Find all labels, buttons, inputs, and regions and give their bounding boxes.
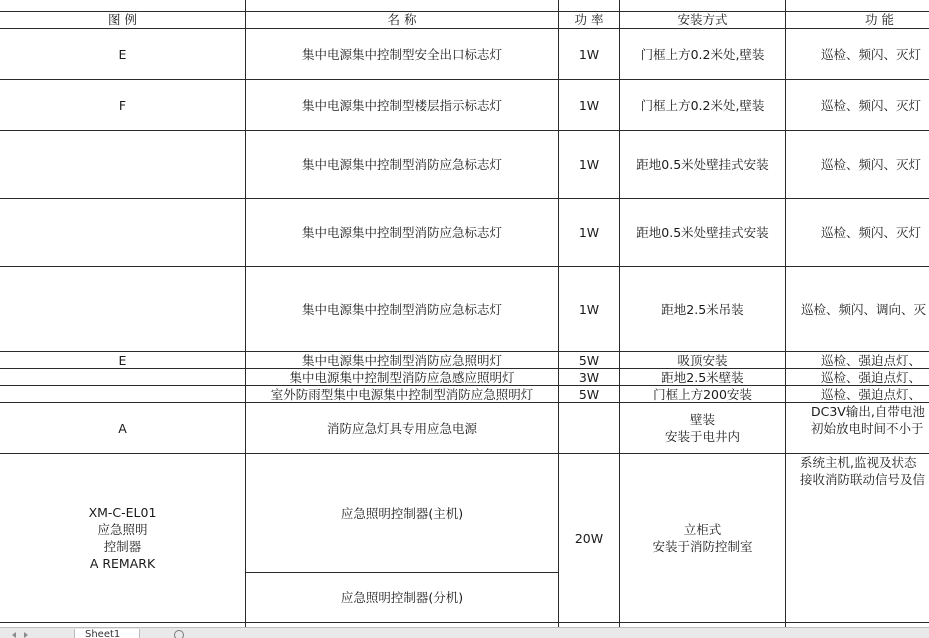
cell-name[interactable]: [246, 199, 558, 266]
install-text: 距地2.5米吊装: [661, 301, 744, 317]
cell-install[interactable]: [620, 369, 785, 385]
header-legend[interactable]: [0, 12, 245, 28]
header-name[interactable]: [246, 12, 558, 28]
cell-function[interactable]: [786, 386, 929, 402]
cell-function[interactable]: [786, 369, 929, 385]
cell-power[interactable]: [559, 29, 619, 79]
cell-legend[interactable]: [0, 29, 245, 79]
grid-line: [0, 622, 929, 623]
cell-legend[interactable]: [0, 403, 245, 453]
legend-line: XM-C-EL01: [88, 505, 157, 520]
cell-name[interactable]: [246, 403, 558, 453]
header-function[interactable]: [786, 12, 929, 28]
legend-text: A: [118, 420, 127, 436]
function-line: DC3V输出,自带电池: [811, 404, 925, 419]
cell-function[interactable]: [786, 352, 929, 368]
power-text: 1W: [578, 225, 600, 240]
function-text: 巡检、频闪、灭灯: [821, 157, 922, 172]
install-text: 门框上方0.2米处,壁装: [640, 97, 765, 113]
cell-install[interactable]: [620, 267, 785, 351]
cell-legend[interactable]: [0, 386, 245, 402]
cell-function[interactable]: [786, 131, 929, 198]
function-line: 初始放电时间不小于: [811, 421, 924, 436]
install-line: 安装于电井内: [664, 429, 740, 444]
cell-function[interactable]: [786, 80, 929, 130]
install-line: 安装于消防控制室: [652, 539, 753, 554]
cell-power[interactable]: [559, 131, 619, 198]
cell-name[interactable]: [246, 80, 558, 130]
function-text: 巡检、频闪、灭灯: [821, 225, 922, 240]
name-text: 集中电源集中控制型消防应急感应照明灯: [289, 369, 515, 385]
cell-power[interactable]: [559, 369, 619, 385]
cell-name[interactable]: [246, 386, 558, 402]
power-text: 5W: [578, 352, 600, 368]
name-text: 集中电源集中控制型消防应急标志灯: [301, 157, 502, 172]
install-text: 吸顶安装: [677, 352, 728, 368]
tab-scroll-left-icon[interactable]: [12, 632, 16, 638]
legend-text: E: [118, 46, 127, 62]
name-text: 应急照明控制器(主机): [340, 505, 464, 521]
cell-function[interactable]: [786, 267, 929, 351]
name-text: 集中电源集中控制型安全出口标志灯: [301, 46, 502, 62]
cell-name[interactable]: [246, 267, 558, 351]
power-text: 1W: [578, 301, 600, 317]
header-legend-label: 图 例: [108, 12, 137, 27]
cell-function[interactable]: [786, 199, 929, 266]
cell-function[interactable]: [786, 29, 929, 79]
cell-power-controller[interactable]: [559, 454, 619, 622]
install-text: 门框上方200安装: [653, 386, 752, 402]
name-text: 集中电源集中控制型消防应急标志灯: [301, 301, 502, 317]
cell-install-controller[interactable]: [620, 454, 785, 622]
name-text: 消防应急灯具专用应急电源: [326, 420, 477, 436]
cell-install[interactable]: [620, 131, 785, 198]
cell-install[interactable]: [620, 386, 785, 402]
name-text: 集中电源集中控制型楼层指示标志灯: [301, 97, 502, 113]
cell-power[interactable]: [559, 199, 619, 266]
cell-power[interactable]: [559, 80, 619, 130]
cell-function[interactable]: [786, 403, 929, 453]
power-text: 1W: [578, 46, 600, 62]
tab-scroll-right-icon[interactable]: [24, 632, 28, 638]
function-text: 巡检、强迫点灯、: [821, 352, 922, 368]
install-text: 距地0.5米处壁挂式安装: [636, 157, 769, 172]
cell-legend[interactable]: [0, 131, 245, 198]
cell-legend-controller[interactable]: [0, 454, 245, 622]
cell-power[interactable]: [559, 386, 619, 402]
function-text: 巡检、频闪、灭灯: [821, 46, 922, 62]
cell-legend[interactable]: [0, 199, 245, 266]
cell-power[interactable]: [559, 267, 619, 351]
install-text: 门框上方0.2米处,壁装: [640, 46, 765, 62]
legend-line: 应急照明: [97, 522, 148, 537]
legend-line: A REMARK: [89, 556, 156, 571]
cell-power[interactable]: [559, 352, 619, 368]
header-install[interactable]: [620, 12, 785, 28]
cell-power[interactable]: [559, 403, 619, 453]
header-name-label: 名 称: [387, 12, 417, 27]
power-text: 1W: [578, 97, 600, 113]
cell-name-controller-main[interactable]: [246, 454, 558, 572]
install-line: 壁装: [689, 412, 715, 427]
cell-name[interactable]: [246, 29, 558, 79]
header-power-label: 功 率: [574, 12, 604, 27]
cell-install[interactable]: [620, 403, 785, 453]
power-text: 1W: [578, 157, 600, 172]
install-text: 距地0.5米处壁挂式安装: [636, 225, 769, 240]
function-text: 巡检、强迫点灯、: [821, 369, 922, 385]
name-text: 应急照明控制器(分机): [340, 590, 464, 605]
header-install-label: 安装方式: [677, 12, 728, 27]
cell-function-controller[interactable]: [786, 454, 929, 622]
cell-install[interactable]: [620, 29, 785, 79]
power-text: 20W: [574, 530, 604, 546]
cell-name[interactable]: [246, 369, 558, 385]
name-text: 集中电源集中控制型消防应急照明灯: [301, 352, 502, 368]
function-line: 系统主机,监视及状态: [800, 455, 917, 470]
sheet-tab-label: Sheet1: [85, 629, 121, 638]
header-power[interactable]: [559, 12, 619, 28]
cell-install[interactable]: [620, 352, 785, 368]
legend-text: E: [118, 352, 127, 368]
cell-install[interactable]: [620, 80, 785, 130]
install-text: 距地2.5米壁装: [661, 369, 744, 385]
power-text: 5W: [578, 386, 600, 402]
header-function-label: 功 能: [865, 12, 894, 27]
sheet-tab-bar: [0, 627, 929, 638]
install-line: 立柜式: [683, 522, 722, 537]
name-text: 室外防雨型集中电源集中控制型消防应急照明灯: [270, 386, 534, 402]
legend-line: 控制器: [103, 539, 142, 554]
cell-legend[interactable]: [0, 267, 245, 351]
cell-name[interactable]: [246, 352, 558, 368]
cell-legend[interactable]: [0, 369, 245, 385]
cell-name-controller-sub[interactable]: [246, 573, 558, 622]
cell-name[interactable]: [246, 131, 558, 198]
cell-legend[interactable]: [0, 80, 245, 130]
legend-text: F: [118, 97, 127, 113]
cell-install[interactable]: [620, 199, 785, 266]
function-line: 接收消防联动信号及信: [800, 472, 926, 487]
power-text: 3W: [578, 369, 600, 385]
function-text: 巡检、频闪、灭灯: [821, 97, 922, 113]
function-text: 巡检、强迫点灯、: [821, 386, 922, 402]
function-text: 巡检、频闪、调向、灭: [801, 301, 927, 317]
cell-legend[interactable]: [0, 352, 245, 368]
name-text: 集中电源集中控制型消防应急标志灯: [301, 225, 502, 240]
